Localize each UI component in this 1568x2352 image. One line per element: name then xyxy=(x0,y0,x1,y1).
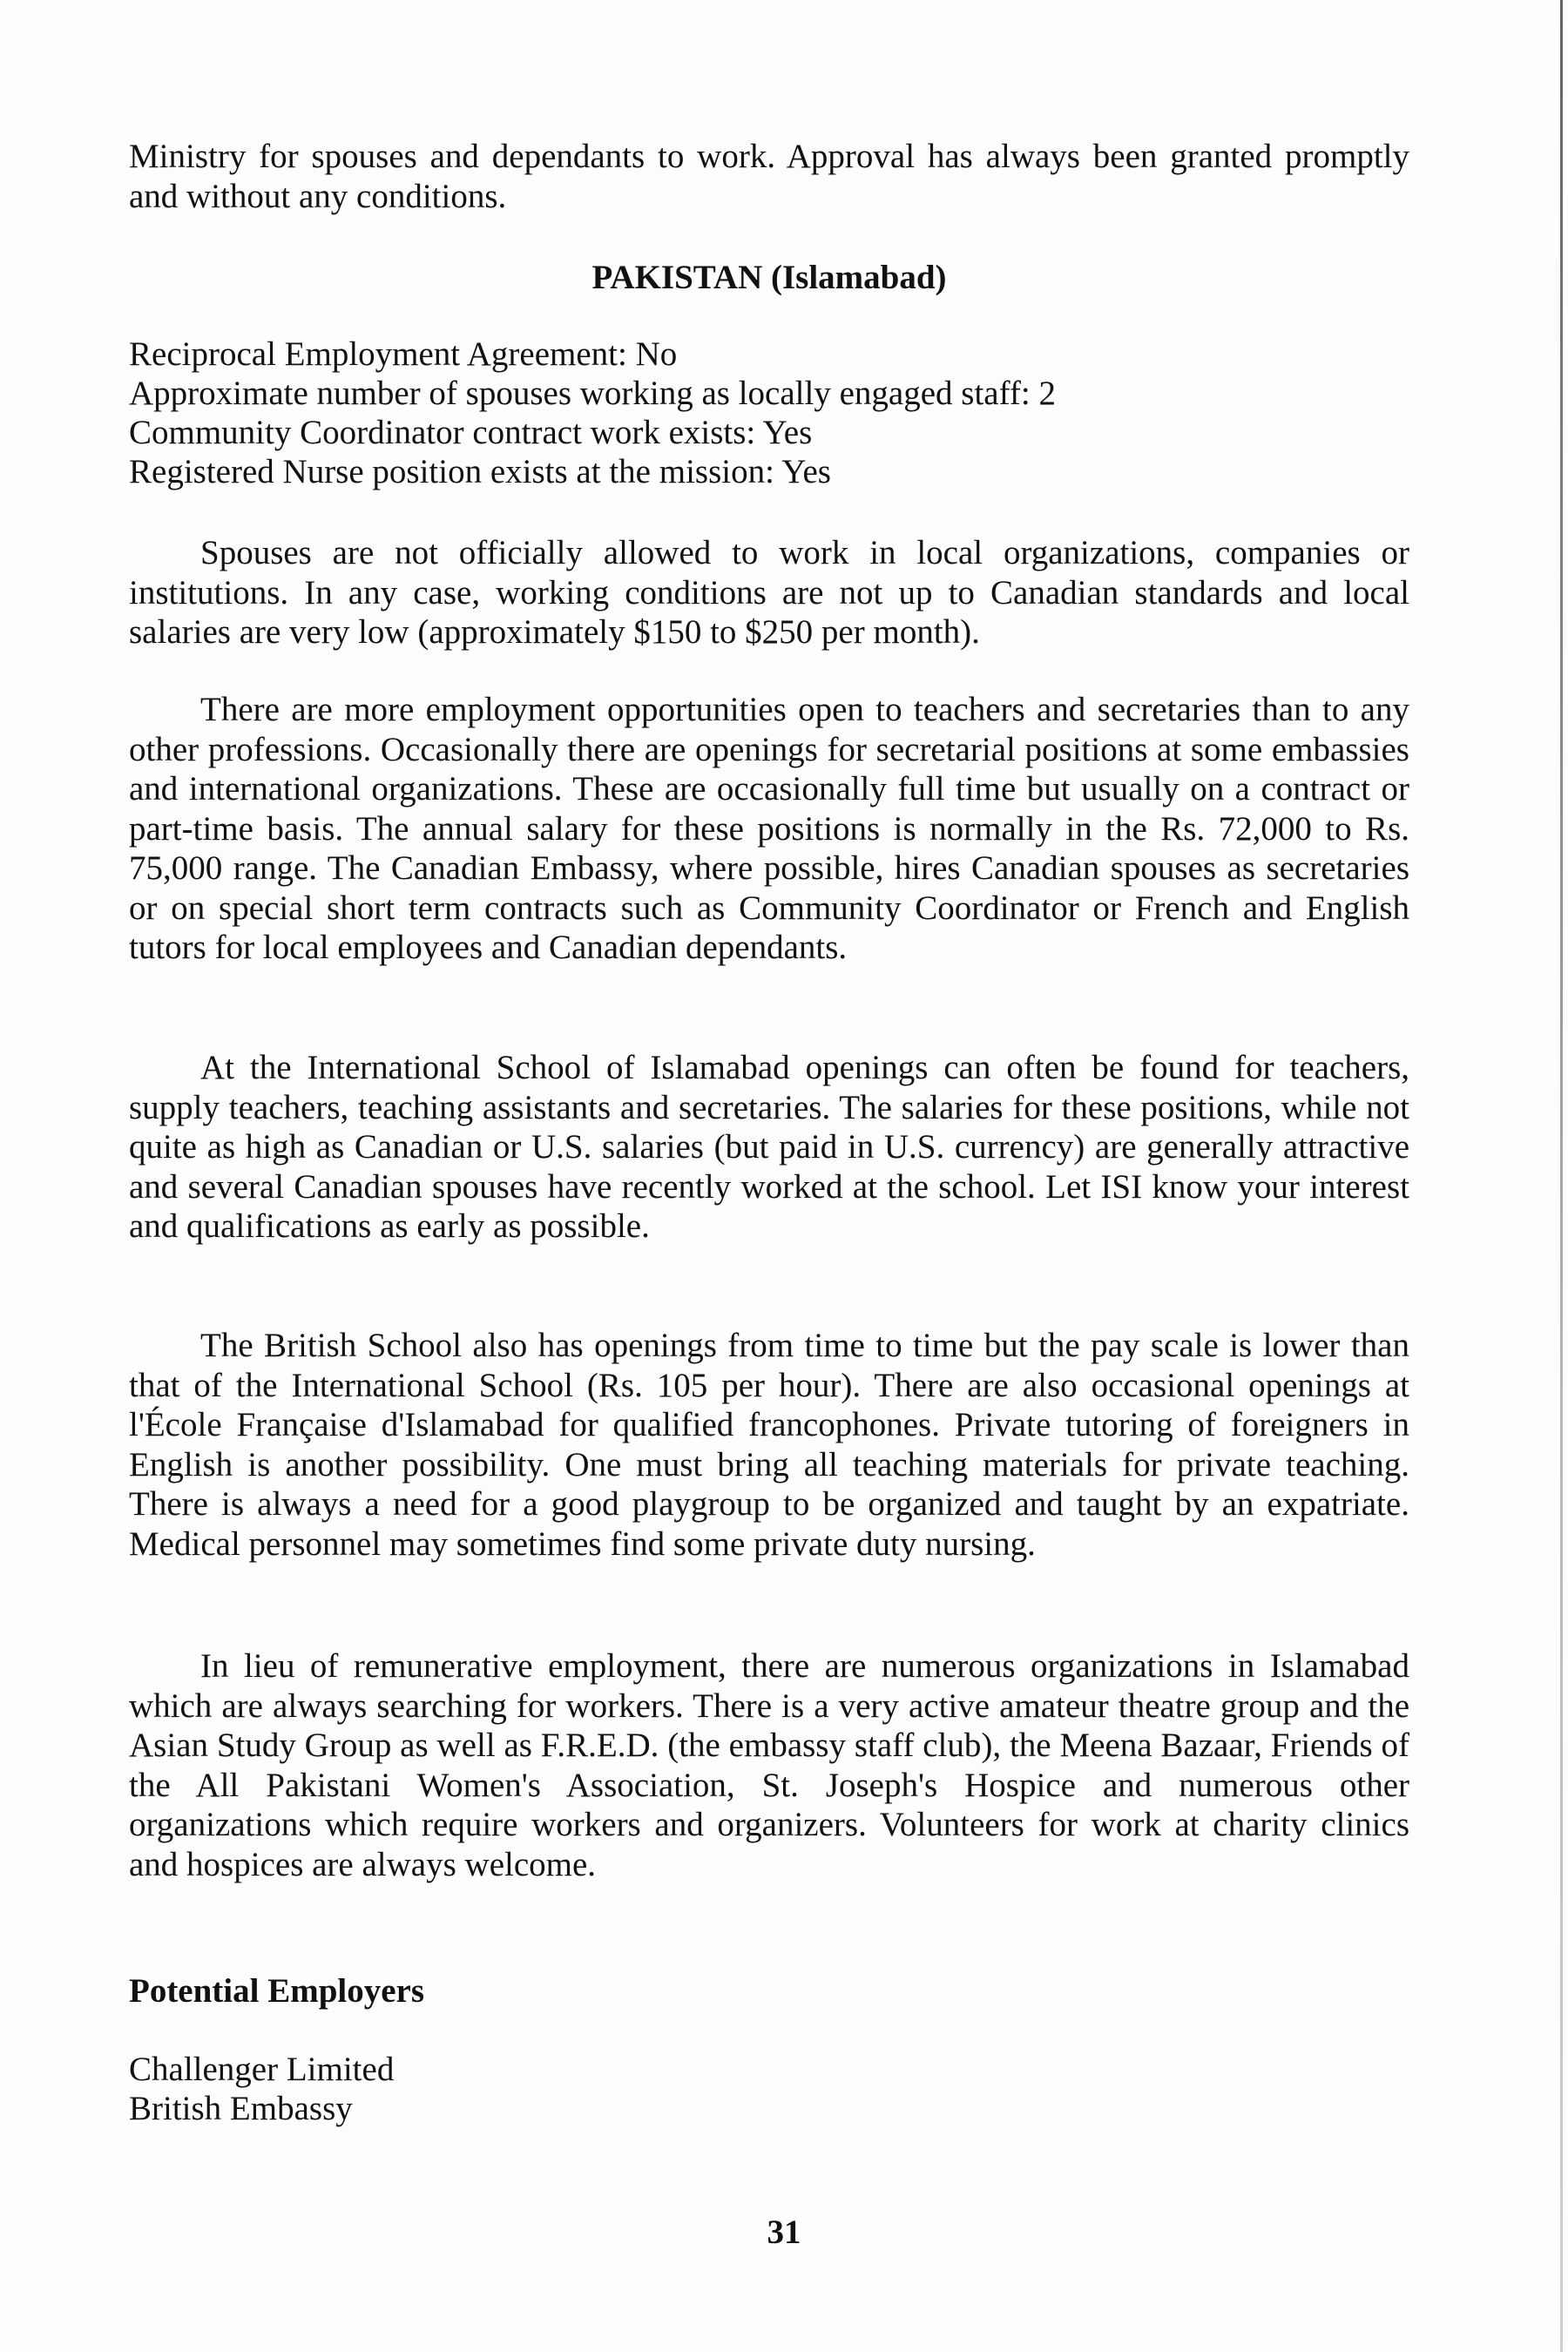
page-number: 31 xyxy=(767,2213,801,2251)
continuation-paragraph: Ministry for spouses and dependants to work. Approval has always been granted promptly and without any conditions. xyxy=(129,138,1409,215)
fact-reciprocal-agreement: Reciprocal Employment Agreement: No xyxy=(129,335,678,373)
paragraph-opportunities: There are more employment opportunities open to teachers and secretaries than to any other professions. Occasionally there are openings for secretarial positions at some embassies and international organizations. These are occasionally full time but usually on a contract or part-time basis. The annual salary for these positions is normally in the Rs. 72,000 to Rs. 75,000 range. The Canadian Embassy, where possible, hires Canadian spouses as secretaries or on special short term contracts such as Community Coordinator or French and English tutors for local employees and Canadian dependants. xyxy=(129,691,1409,966)
paragraph-british-school: The British School also has openings from time to time but the pay scale is lower than that of the International School (Rs. 105 per hour). There are also occasional openings at l'École Française d'Islamabad for qualified francophones. Private tutoring of foreigners in English is another possibility. One must bring all teaching materials for private teaching. There is always a need for a good playgroup to be organized and taught by an expatriate. Medical personnel may sometimes find some private duty nursing. xyxy=(129,1327,1409,1563)
fact-registered-nurse: Registered Nurse position exists at the mission: Yes xyxy=(129,453,831,490)
employers-heading: Potential Employers xyxy=(129,1972,425,2010)
employer-item: British Embassy xyxy=(129,2090,353,2127)
fact-community-coordinator: Community Coordinator contract work exists: Yes xyxy=(129,414,813,451)
fact-spouses-working: Approximate number of spouses working as locally engaged staff: 2 xyxy=(129,375,1056,412)
paragraph-local-work: Spouses are not officially allowed to work in local organizations, companies or institutions. In any case, working conditions are not up to Canadian standards and local salaries are very low (approximately $150 to $250 per month). xyxy=(129,534,1409,651)
employer-item: Challenger Limited xyxy=(129,2051,395,2088)
section-title: PAKISTAN (Islamabad) xyxy=(591,259,947,296)
scan-edge-shadow xyxy=(1560,0,1563,2352)
paragraph-volunteering: In lieu of remunerative employment, there are numerous organizations in Islamabad which are always searching for workers. There is a very active amateur theatre group and the Asian Study Group as well as F.R.E.D. (the embassy staff club), the Meena Bazaar, Friends of the All Pakistani Women's Association, St. Joseph's Hospice and numerous other organizations which require workers and organizers. Volunteers for work at charity clinics and hospices are always welcome. xyxy=(129,1647,1409,1883)
paragraph-international-school: At the International School of Islamabad openings can often be found for teachers, supply teachers, teaching assistants and secretaries. The salaries for these positions, while not quite as high as Canadian or U.S. salaries (but paid in U.S. currency) are generally attractive and several Canadian spouses have recently worked at the school. Let ISI know your interest and qualifications as early as possible. xyxy=(129,1049,1409,1245)
